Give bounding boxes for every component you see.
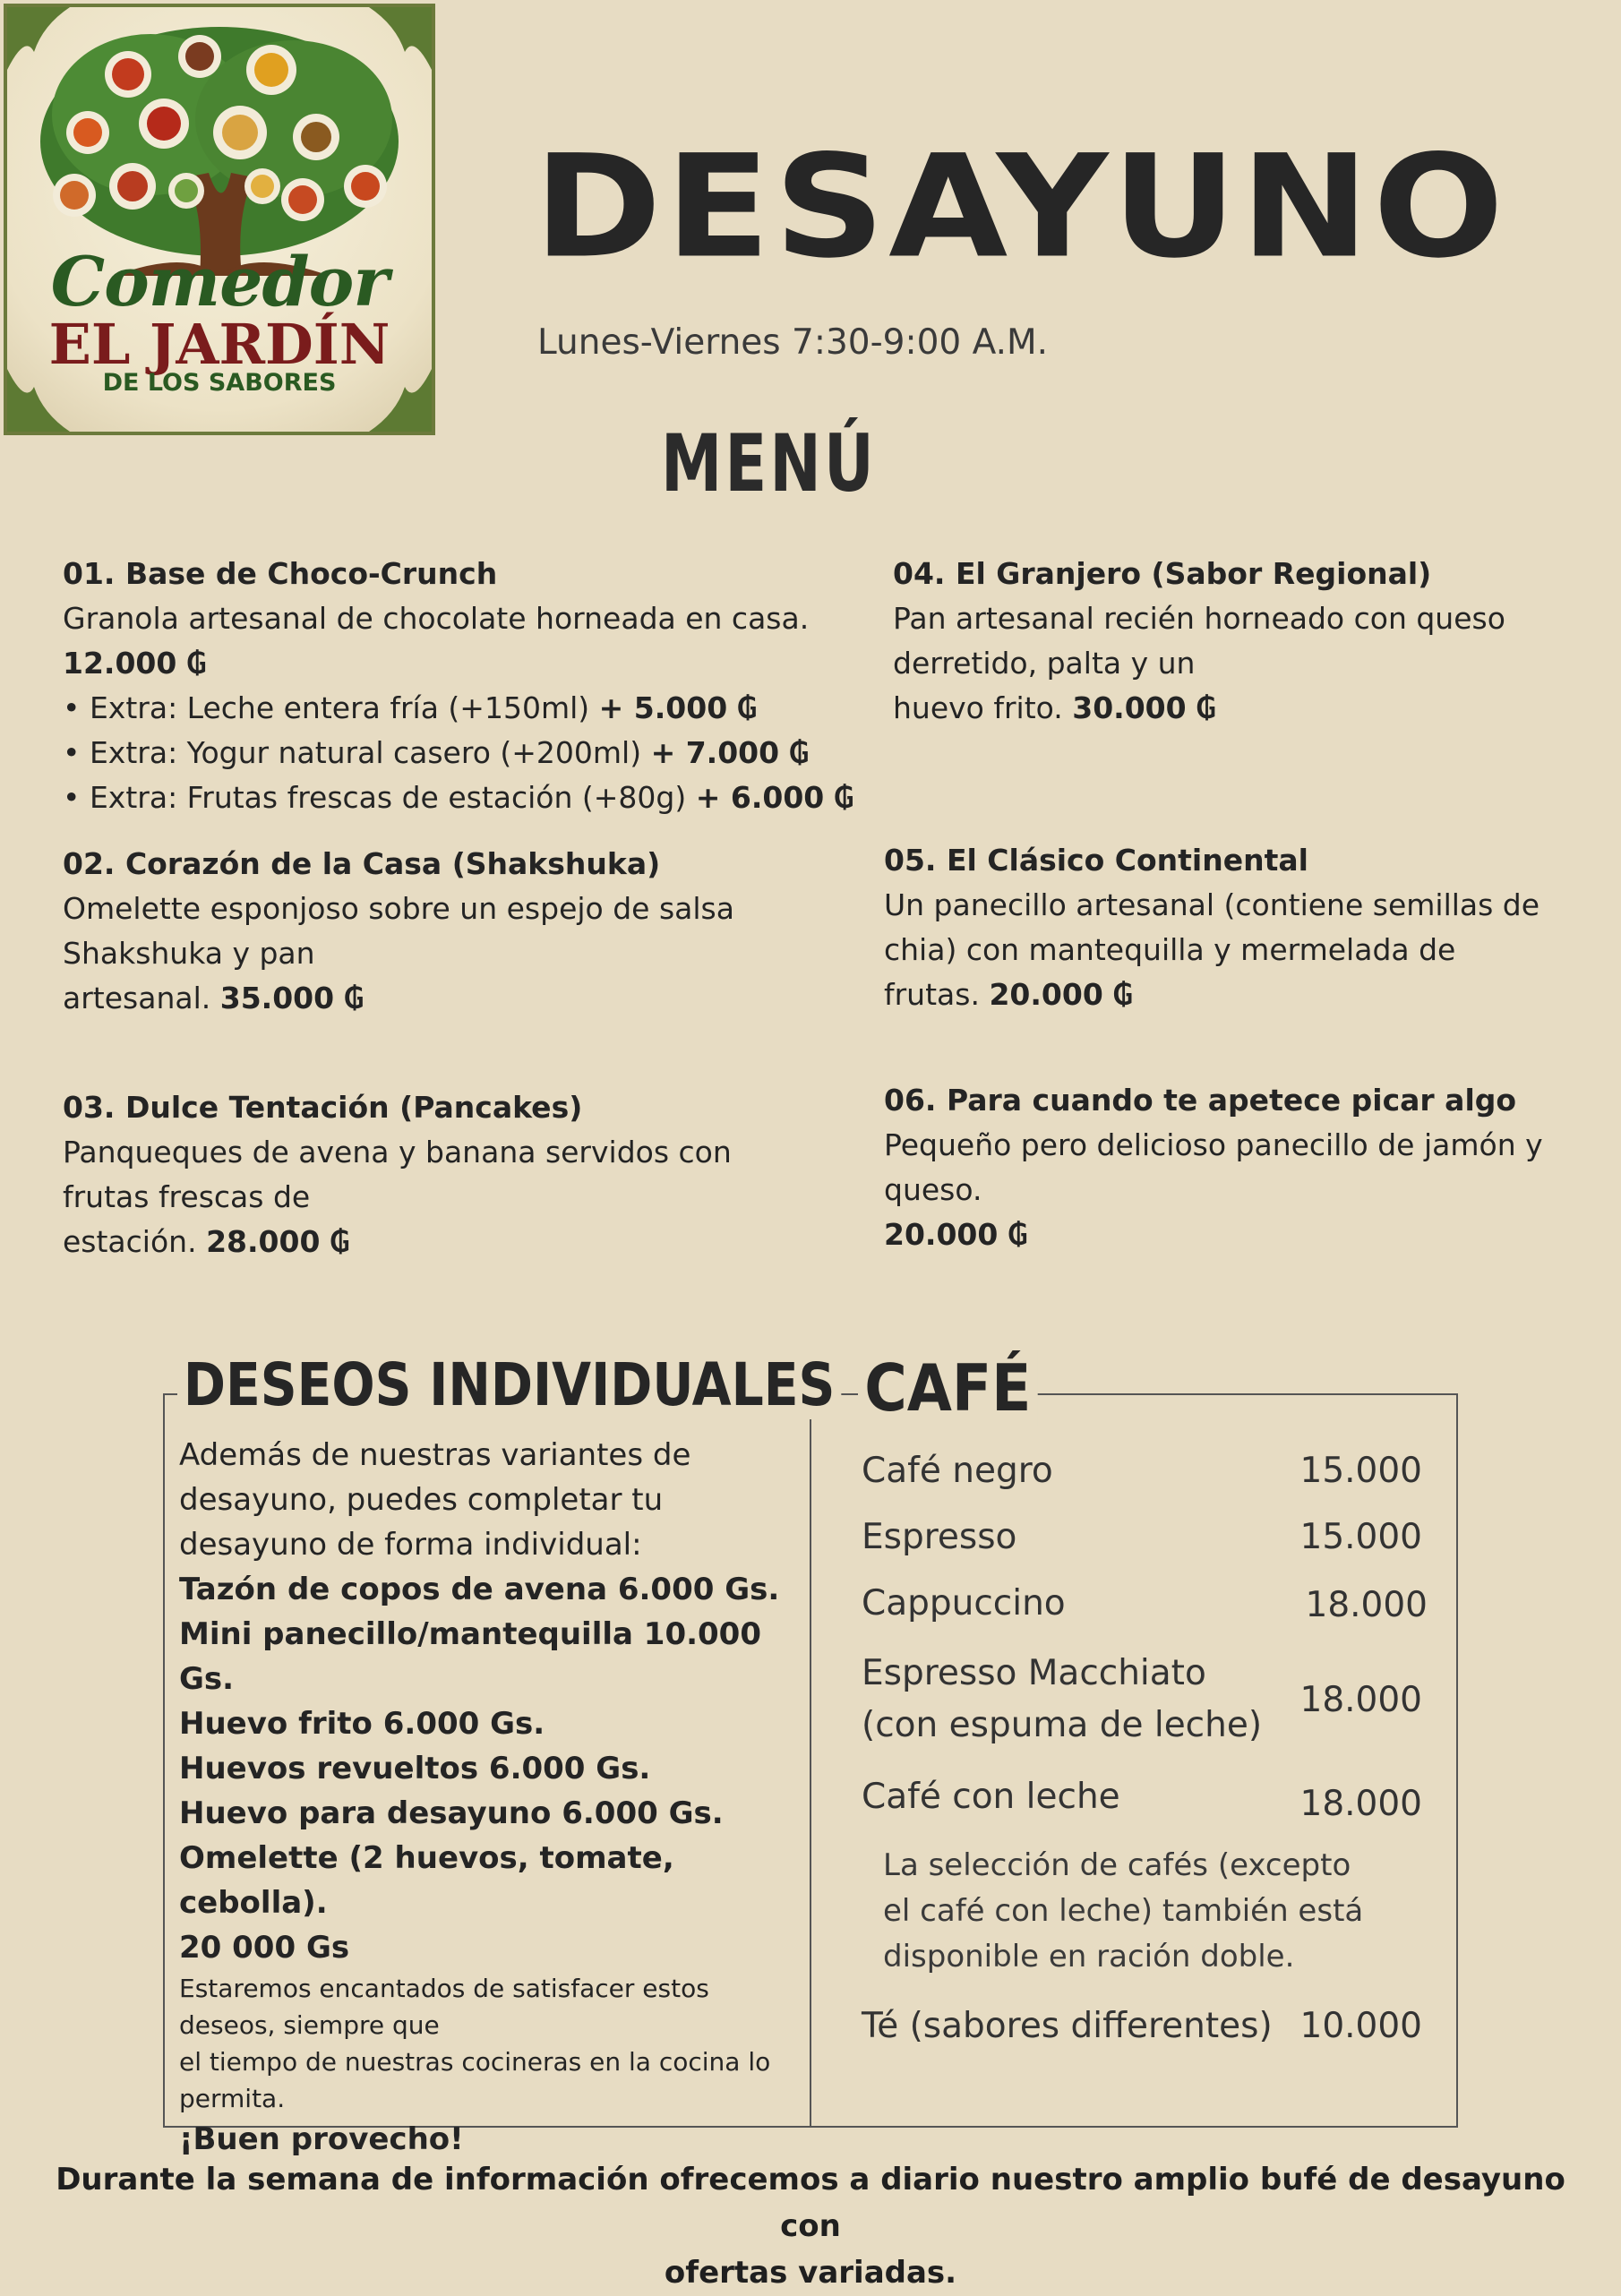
menu-item-price: 30.000 (1072, 690, 1187, 725)
menu-item-desc: derretido, palta y un (893, 646, 1196, 681)
tea-row (862, 2000, 1428, 2054)
deseos-note: el tiempo de nuestras cocineras en la cocina lo (179, 2047, 771, 2077)
menu-item-price: 20.000 (884, 1217, 999, 1252)
menu-item-name: 02. Corazón de la Casa (Shakshuka) (63, 846, 661, 881)
menu-item-desc: Un panecillo artesanal (contiene semillas de (884, 887, 1540, 922)
menu-item-price: 12.000 (63, 646, 177, 681)
footer-line: ofertas variadas. (664, 2255, 957, 2291)
menu-item-05: 05. El Clásico Continental Un panecillo artesanal (contiene semillas de chia) con mantequilla y mermelada de frutas. 20.000 ₲ (884, 838, 1591, 1017)
tea-price: 10.000 (1299, 2006, 1422, 2046)
box-left-border (163, 1393, 165, 2128)
deseos-heading: DESEOS INDIVIDUALES (177, 1350, 841, 1419)
cafe-name: (con espuma de leche) (862, 1705, 1263, 1745)
restaurant-logo (4, 4, 435, 435)
cafe-note-line: La selección de cafés (excepto (883, 1847, 1351, 1883)
deseos-item: Huevo para desayuno 6.000 Gs. (179, 1795, 724, 1831)
menu-item-02: 02. Corazón de la Casa (Shakshuka) Omelette esponjoso sobre un espejo de salsa Shakshuka y pan artesanal. 35.000 ₲ (63, 842, 851, 1021)
menu-item-name: 01. Base de Choco-Crunch (63, 556, 498, 591)
deseos-intro: desayuno de forma individual: (179, 1527, 642, 1563)
menu-item-desc: frutas frescas de (63, 1179, 311, 1214)
deseos-item: Huevo frito 6.000 Gs. (179, 1706, 545, 1742)
footer-line: Durante la semana de información ofrecemos a diario nuestro amplio bufé de desayuno con (56, 2162, 1565, 2244)
deseos-note: Estaremos encantados de satisfacer estos (179, 1974, 709, 2003)
cafe-price: 18.000 (1299, 1784, 1422, 1824)
box-divider (810, 1393, 811, 2128)
menu-item-name: 05. El Clásico Continental (884, 843, 1308, 878)
menu-item-extra: • Extra: Frutas frescas de estación (+80g) + 6.000 ₲ (63, 780, 854, 815)
deseos-item: Gs. (179, 1661, 235, 1697)
menu-item-price: 35.000 (219, 981, 335, 1015)
menu-item-desc: queso. (884, 1172, 982, 1207)
deseos-item: Omelette (2 huevos, tomate, cebolla). (179, 1840, 674, 1921)
deseos-item: Mini panecillo/mantequilla 10.000 (179, 1616, 762, 1652)
currency-sign: ₲ (185, 646, 207, 681)
box-right-border (1456, 1393, 1458, 2128)
cafe-name: Espresso (862, 1517, 1017, 1557)
cafe-row (862, 1648, 1428, 1755)
menu-item-desc: huevo frito. (893, 690, 1063, 725)
menu-item-desc: artesanal. (63, 981, 211, 1015)
menu-item-price: 28.000 (206, 1224, 321, 1259)
menu-item-desc: chia) con mantequilla y mermelada de (884, 932, 1456, 967)
menu-heading: MENÚ (661, 417, 877, 510)
tea-name: Té (sabores differentes) (862, 2006, 1273, 2046)
deseos-item: Huevos revueltos 6.000 Gs. (179, 1751, 651, 1786)
cafe-heading: CAFÉ (858, 1350, 1038, 1426)
menu-item-03: 03. Dulce Tentación (Pancakes) Panqueques de avena y banana servidos con frutas frescas de estación. 28.000 ₲ (63, 1085, 851, 1264)
cafe-price: 15.000 (1299, 1517, 1422, 1557)
cafe-price: 18.000 (1305, 1585, 1428, 1625)
menu-item-desc: Shakshuka y pan (63, 936, 315, 971)
page-title: DESAYUNO (534, 124, 1508, 290)
deseos-note: deseos, siempre que (179, 2010, 440, 2040)
buen-provecho: ¡Buen provecho! (179, 2121, 464, 2157)
menu-item-06: 06. Para cuando te apetece picar algo Pequeño pero delicioso panecillo de jamón y queso. 20.000 ₲ (884, 1078, 1600, 1257)
menu-item-desc: estación. (63, 1224, 197, 1259)
logo-text-comedor: Comedor (50, 242, 389, 321)
cafe-name: Café negro (862, 1451, 1053, 1491)
logo-text-sabores: DE LOS SABORES (102, 369, 337, 397)
menu-item-price: 20.000 (989, 977, 1103, 1012)
cafe-price: 18.000 (1299, 1680, 1422, 1720)
menu-item-name: 06. Para cuando te apetece picar algo (884, 1083, 1517, 1118)
menu-item-desc: Pequeño pero delicioso panecillo de jamón y (884, 1127, 1543, 1162)
menu-item-desc: Granola artesanal de chocolate horneada en casa. (63, 601, 810, 636)
deseos-section (179, 1433, 806, 2162)
cafe-price: 15.000 (1299, 1451, 1422, 1491)
cafe-row (862, 1445, 1428, 1499)
menu-item-name: 04. El Granjero (Sabor Regional) (893, 556, 1432, 591)
cafe-name: Cappuccino (862, 1583, 1066, 1623)
cafe-note-line: disponible en ración doble. (883, 1939, 1295, 1975)
menu-item-desc: Omelette esponjoso sobre un espejo de salsa (63, 891, 734, 926)
cafe-row (862, 1512, 1428, 1565)
menu-item-desc: Panqueques de avena y banana servidos con (63, 1135, 732, 1169)
deseos-item: 20 000 Gs (179, 1930, 350, 1966)
cafe-row (862, 1578, 1428, 1632)
menu-item-04: 04. El Granjero (Sabor Regional) Pan artesanal recién horneado con queso derretido, palta y un huevo frito. 30.000 ₲ (893, 552, 1591, 731)
menu-item-desc: Pan artesanal recién horneado con queso (893, 601, 1505, 636)
deseos-item: Tazón de copos de avena 6.000 Gs. (179, 1572, 780, 1607)
menu-item-extra: • Extra: Yogur natural casero (+200ml) + 7.000 ₲ (63, 735, 810, 770)
opening-hours: Lunes-Viernes 7:30-9:00 A.M. (537, 322, 1049, 363)
menu-item-name: 03. Dulce Tentación (Pancakes) (63, 1090, 583, 1125)
logo-text-jardin: EL JARDÍN (48, 312, 390, 377)
cafe-name: Espresso Macchiato (862, 1653, 1206, 1693)
cafe-note-line: el café con leche) también está (883, 1893, 1364, 1929)
menu-item-extra: • Extra: Leche entera fría (+150ml) + 5.000 ₲ (63, 690, 758, 725)
deseos-intro: Además de nuestras variantes de (179, 1437, 691, 1473)
cafe-name: Café con leche (862, 1777, 1120, 1817)
cafe-row (862, 1771, 1428, 1825)
deseos-intro: desayuno, puedes completar tu (179, 1482, 664, 1518)
cafe-note (883, 1843, 1385, 1980)
deseos-note: permita. (179, 2084, 286, 2113)
menu-item-01 (63, 552, 854, 820)
footer-note (54, 2156, 1567, 2296)
menu-item-desc: frutas. (884, 977, 980, 1012)
